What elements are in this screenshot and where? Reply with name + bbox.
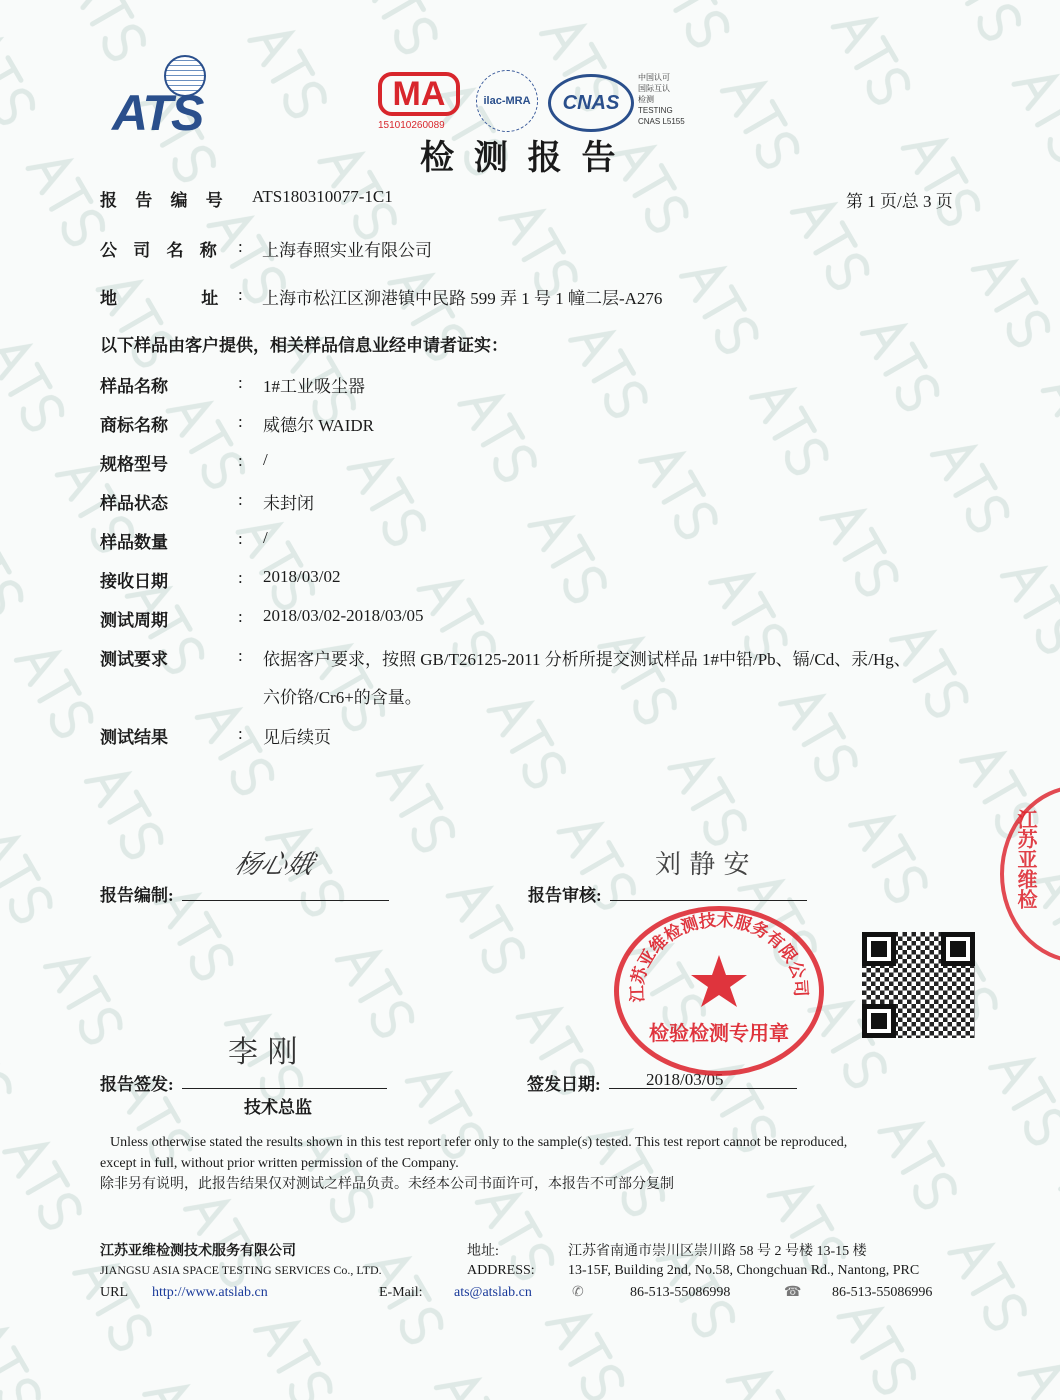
disclaimer-en-2: except in full, without prior written permission of the Company. (100, 1156, 459, 1171)
compiler-signature: 杨心娥 (230, 850, 318, 880)
field-label: 商标名称 (100, 416, 168, 435)
phone-number: 86-513-55086998 (630, 1285, 731, 1300)
field-value: / (263, 528, 268, 547)
field-value: / (263, 450, 268, 469)
website-link[interactable]: http://www.atslab.cn (152, 1285, 268, 1300)
field-colon: : (238, 490, 243, 509)
field-value: 1#工业吸尘器 (263, 377, 365, 396)
field-colon: : (238, 607, 243, 626)
seal-ring-text: 江苏亚维检测技术服务有限公司 (627, 911, 811, 1003)
field-colon: : (238, 568, 243, 587)
seal-center-text: 检验检测专用章 (649, 1021, 789, 1045)
issue-date: 2018/03/05 (646, 1070, 724, 1089)
field-colon: : (238, 724, 243, 743)
footer-address-en: 13-15F, Building 2nd, No.58, Chongchuan Rd., Nantong, PRC (568, 1263, 920, 1278)
page-info: 第 1 页/总 3 页 (846, 192, 953, 211)
footer-address-cn: 江苏省南通市崇川区崇川路 58 号 2 号楼 13-15 楼 (568, 1244, 867, 1259)
fax-icon: ☎ (784, 1285, 802, 1300)
ilac-mra-logo: ilac-MRA (476, 70, 538, 132)
issuer-signature: 李 刚 (228, 1035, 298, 1070)
cnas-logo: CNAS (548, 74, 634, 132)
field-label: 测试结果 (100, 728, 168, 747)
field-value: 见后续页 (263, 728, 331, 747)
field-colon: : (238, 646, 243, 665)
field-value: 未封闭 (263, 494, 314, 513)
field-colon: : (238, 373, 243, 392)
report-no-label: 报 告 编 号 (100, 191, 223, 210)
company-name: 上海春照实业有限公司 (262, 241, 432, 260)
reviewer-signature: 刘 静 安 (655, 850, 750, 880)
issue-date-label: 签发日期: (527, 1075, 601, 1094)
address-label: 地 址 (100, 289, 219, 308)
edge-seal: 江苏亚维检 (1000, 785, 1060, 963)
footer-company-cn: 江苏亚维检测技术服务有限公司 (100, 1244, 296, 1259)
test-report-page: ATS MA 151010260089 ilac-MRA CNAS 中国认可 国际互认 检测 TESTING CNAS L5155 检 测 报 告 报 告 编 号 ATS180310077-1C1 第 1 页/总 3 页 公 司 名 称 : 上海春照实业有限公司 地 址 : 上海市松江区泖港镇中民路 599 弄 1 号 1 幢二层-A276 以下样品由客户提供，相关样品信息业经申请者证实： 样品名称 : 1#工业吸尘器 商标名称 : 威德尔 WAIDR 规格型号 : / 样品状态 : 未封闭 样品数量 : / 接收日期 : 2018/03/02 测试周期 : 2018/03/02-2018/03/05 测试要求 : 依据客户要求，按照 GB/T26125-2011 分析所提交测试样品 1#中铅/Pb、镉/Cd、汞/Hg、 六价铬/Cr6+的含量。 测试结果 : 见后续页 报告编制: 杨心娥 报告审核: 刘 静 安 报告签发: 李 刚 技术总监 签发日期: 2018/03/05 江苏亚维检测技术服务有限公司 检验检测专用章 江苏亚维检 Unless otherwise stated the results shown in this test report refer only to the sample(s) tested. This test report cannot be reproduced, except in full, without prior written permission of the Company. 除非另有说明，此报告结果仅对测试之样品负责。未经本公司书面许可，本报告不可部分复制 江苏亚维检测技术服务有限公司 JIANGSU ASIA SPACE TESTING SERVICES Co., LTD. URL http://www.atslab.cn 地址: 江苏省南通市崇川区崇川路 58 号 2 号楼 13-15 楼 ADDRESS: 13-15F, Building 2nd, No.58, Chongchuan Rd., Nantong, PRC E-Mail: ats@atslab.cn ✆ 86-513-55086998 ☎ 86-513-55086996 (0, 0, 1060, 1400)
field-value: 依据客户要求，按照 GB/T26125-2011 分析所提交测试样品 1#中铅/Pb、镉/Cd、汞/Hg、 (263, 650, 911, 669)
reviewed-by-label: 报告审核: (528, 886, 602, 905)
field-value: 2018/03/02 (263, 567, 341, 586)
ats-logo: ATS (112, 55, 257, 140)
official-seal (614, 906, 824, 1076)
field-label: 测试周期 (100, 611, 168, 630)
fax-number: 86-513-55086996 (832, 1285, 933, 1300)
field-value-cont: 六价铬/Cr6+的含量。 (263, 688, 422, 707)
compiled-by-label: 报告编制: (100, 886, 174, 905)
field-colon: : (238, 529, 243, 548)
report-title: 检 测 报 告 (420, 138, 620, 178)
company-label: 公 司 名 称 (100, 241, 217, 260)
issuer-title: 技术总监 (244, 1098, 312, 1117)
issued-by-label: 报告签发: (100, 1075, 174, 1094)
field-label: 样品名称 (100, 377, 168, 396)
cma-logo: MA 151010260089 (378, 72, 460, 131)
report-no: ATS180310077-1C1 (252, 187, 393, 206)
star-icon (691, 955, 747, 1007)
field-label: 测试要求 (100, 650, 168, 669)
intro-text: 以下样品由客户提供，相关样品信息业经申请者证实： (100, 336, 508, 355)
email-link[interactable]: ats@atslab.cn (454, 1285, 532, 1300)
company-address: 上海市松江区泖港镇中民路 599 弄 1 号 1 幢二层-A276 (262, 289, 663, 308)
field-value: 2018/03/02-2018/03/05 (263, 606, 424, 625)
cnas-caption: 中国认可 国际互认 检测 TESTING CNAS L5155 (638, 73, 685, 126)
field-value: 威德尔 WAIDR (263, 416, 374, 435)
phone-icon: ✆ (572, 1285, 584, 1300)
field-label: 规格型号 (100, 455, 168, 474)
field-label: 接收日期 (100, 572, 168, 591)
disclaimer-cn: 除非另有说明，此报告结果仅对测试之样品负责。未经本公司书面许可，本报告不可部分复制 (100, 1177, 674, 1192)
footer-company-en: JIANGSU ASIA SPACE TESTING SERVICES Co., LTD. (100, 1263, 382, 1277)
field-colon: : (238, 412, 243, 431)
qr-code (862, 932, 975, 1038)
field-label: 样品数量 (100, 533, 168, 552)
disclaimer-en: Unless otherwise stated the results shown in this test report refer only to the sample(s) tested. This test report cannot be reproduced, (110, 1135, 848, 1150)
field-label: 样品状态 (100, 494, 168, 513)
field-colon: : (238, 451, 243, 470)
